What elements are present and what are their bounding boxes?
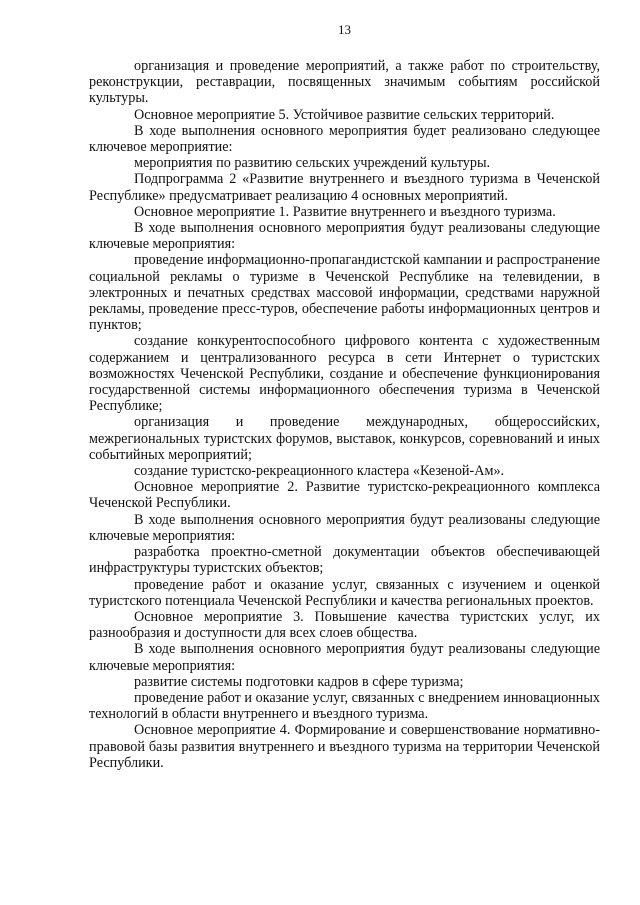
paragraph: Основное мероприятие 5. Устойчивое развитие сельских территорий. bbox=[134, 106, 555, 123]
document-body bbox=[89, 58, 600, 771]
paragraph: проведение информационно-пропагандистской кампании и распространение социальной рекламы о туризме в Чеченской Республике на телевидении, в электронных и печатных средствах массовой информации, средствами наружной рекламы, проведение пресс-туров, обеспечение работы информационных центров и пунктов; bbox=[89, 252, 600, 334]
paragraph: Основное мероприятие 3. Повышение качества туристских услуг, их разнообразия и доступности для всех слоев общества. bbox=[89, 608, 600, 642]
paragraph: проведение работ и оказание услуг, связанных с внедрением инновационных технологий в области внутреннего и въездного туризма. bbox=[89, 689, 600, 723]
paragraph: создание туристско-рекреационного кластера «Кезеной-Ам». bbox=[134, 463, 505, 480]
paragraph: В ходе выполнения основного мероприятия будут реализованы следующие ключевые мероприятия: bbox=[89, 511, 600, 544]
paragraph: Подпрограмма 2 «Развитие внутреннего и въездного туризма в Чеченской Республике» предусматривает реализацию 4 основных мероприятий. bbox=[89, 171, 600, 204]
paragraph: организация и проведение мероприятий, а также работ по строительству, реконструкции, реставрации, посвященных значимым событиям российской культуры. bbox=[89, 58, 600, 107]
paragraph: Основное мероприятие 1. Развитие внутреннего и въездного туризма. bbox=[134, 203, 556, 220]
paragraph: проведение работ и оказание услуг, связанных с изучением и оценкой туристского потенциала Чеченской Республики и качества региональных проектов. bbox=[89, 576, 600, 609]
paragraph: организация и проведение международных, общероссийских, межрегиональных туристских форумов, выставок, конкурсов, соревнований и иных событийных мероприятий; bbox=[89, 414, 600, 463]
paragraph: Основное мероприятие 2. Развитие туристско-рекреационного комплекса Чеченской Республики. bbox=[89, 479, 600, 512]
paragraph: Основное мероприятие 4. Формирование и совершенствование нормативно-правовой базы развития внутреннего и въездного туризма на территории Чеченской Республики. bbox=[89, 722, 600, 771]
paragraph: В ходе выполнения основного мероприятия будут реализованы следующие ключевые мероприятия: bbox=[89, 641, 600, 674]
paragraph: В ходе выполнения основного мероприятия будет реализовано следующее ключевое мероприятие: bbox=[89, 122, 600, 156]
paragraph: мероприятия по развитию сельских учреждений культуры. bbox=[134, 155, 491, 172]
page-number: 13 bbox=[338, 22, 351, 37]
paragraph: создание конкурентоспособного цифрового контента с художественным содержанием и централизованного ресурса в сети Интернет о туристских возможностях Чеченской Республики, создание и обеспечение функционирования государственной системы информационного обеспечения туризма в Чеченской Республике; bbox=[89, 333, 600, 415]
paragraph: разработка проектно-сметной документации объектов обеспечивающей инфраструктуры туристских объектов; bbox=[89, 544, 600, 577]
paragraph: В ходе выполнения основного мероприятия будут реализованы следующие ключевые мероприятия: bbox=[89, 220, 600, 253]
paragraph: развитие системы подготовки кадров в сфере туризма; bbox=[134, 673, 464, 690]
